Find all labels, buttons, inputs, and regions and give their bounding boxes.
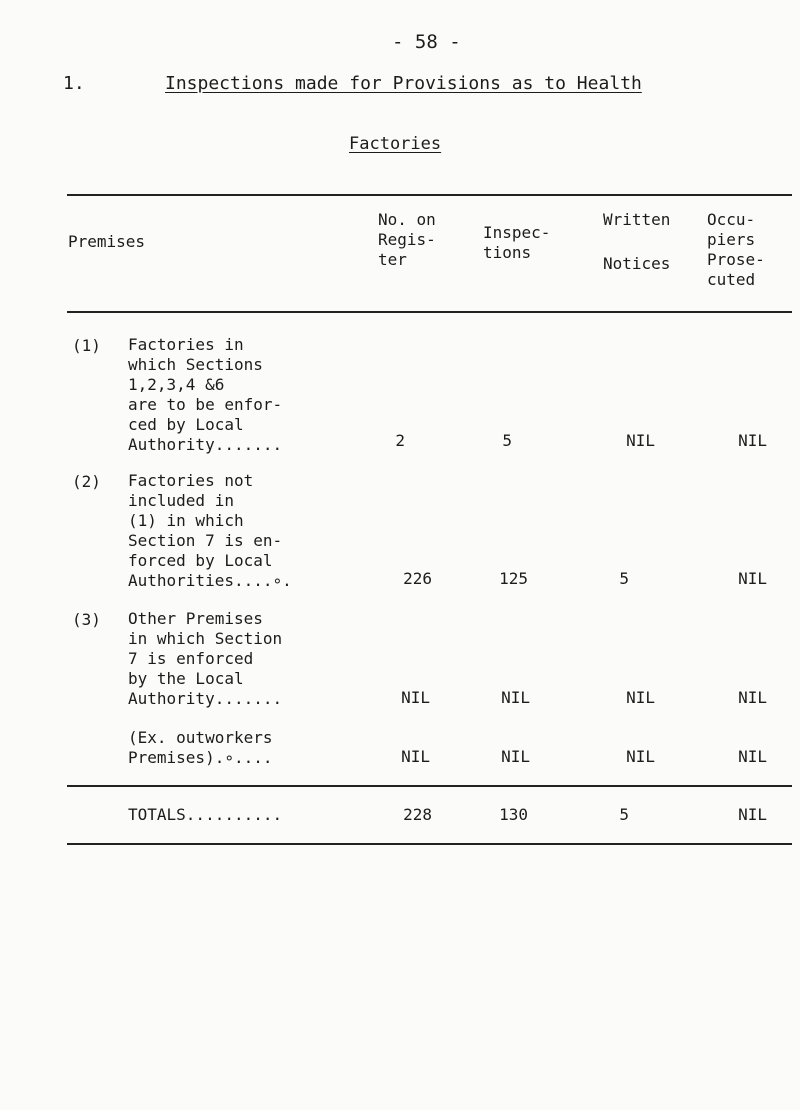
cell-inspections: NIL xyxy=(501,747,530,766)
cell-notices: NIL xyxy=(626,747,655,766)
page-number: - 58 - xyxy=(392,31,461,53)
totals-notices: 5 xyxy=(619,805,629,824)
header-premises: Premises xyxy=(68,232,146,251)
cell-registered: NIL xyxy=(401,688,430,707)
table-bottom-rule xyxy=(67,843,792,845)
header-inspections: Inspec- tions xyxy=(483,223,551,262)
row-index: (2) xyxy=(72,472,101,491)
totals-top-rule xyxy=(67,785,792,787)
header-written: Written xyxy=(603,210,671,229)
row-label: Factories in which Sections 1,2,3,4 &6 are to be enfor- ced by Local Authority....... xyxy=(128,335,283,454)
totals-prosecuted: NIL xyxy=(738,805,767,824)
table-top-rule xyxy=(67,194,792,196)
header-bottom-rule xyxy=(67,311,792,313)
header-notices: Notices xyxy=(603,254,671,273)
cell-registered: NIL xyxy=(401,747,430,766)
row-index: (3) xyxy=(72,610,101,629)
cell-notices: NIL xyxy=(626,431,655,450)
section-title: Inspections made for Provisions as to Health xyxy=(165,73,642,94)
cell-prosecuted: NIL xyxy=(738,688,767,707)
row-index: (1) xyxy=(72,336,101,355)
cell-inspections: 5 xyxy=(502,431,512,450)
cell-notices: NIL xyxy=(626,688,655,707)
table-subtitle: Factories xyxy=(349,134,442,154)
row-label: Other Premises in which Section 7 is enforced by the Local Authority....... xyxy=(128,609,283,708)
cell-notices: 5 xyxy=(619,569,629,588)
row-label: Factories not included in (1) in which Section 7 is en- forced by Local Authorities....∘. xyxy=(128,471,292,590)
totals-inspections: 130 xyxy=(499,805,528,824)
cell-prosecuted: NIL xyxy=(738,431,767,450)
cell-inspections: NIL xyxy=(501,688,530,707)
cell-registered: 226 xyxy=(403,569,432,588)
cell-prosecuted: NIL xyxy=(738,747,767,766)
header-prosecuted: Occu- piers Prose- cuted xyxy=(707,210,765,289)
cell-registered: 2 xyxy=(395,431,405,450)
item-number: 1. xyxy=(63,73,85,94)
totals-label: TOTALS.......... xyxy=(128,805,283,824)
cell-inspections: 125 xyxy=(499,569,528,588)
cell-prosecuted: NIL xyxy=(738,569,767,588)
header-registered: No. on Regis- ter xyxy=(378,210,436,269)
row-label: (Ex. outworkers Premises).∘.... xyxy=(128,728,273,767)
totals-registered: 228 xyxy=(403,805,432,824)
